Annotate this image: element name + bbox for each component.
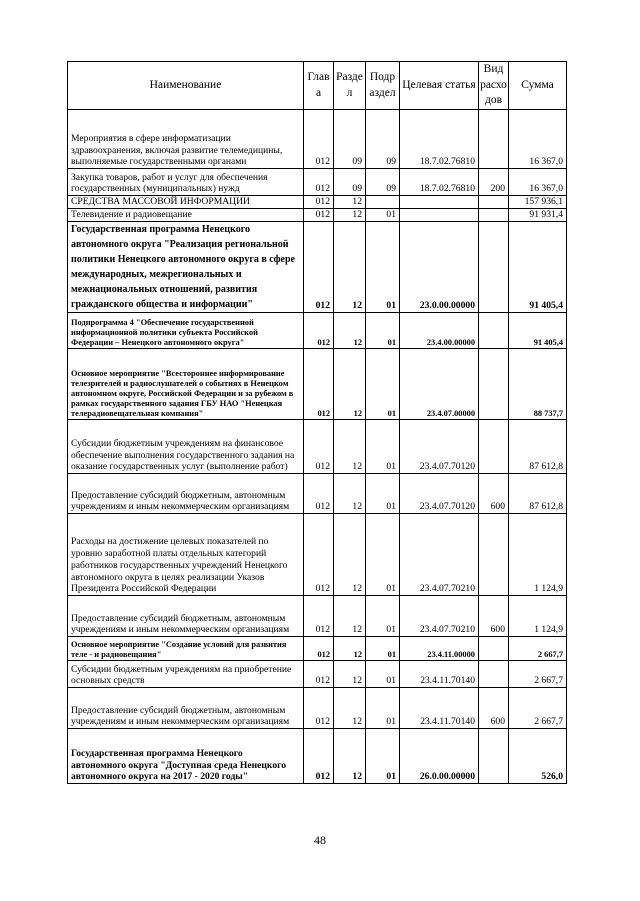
row-name: Субсидии бюджетным учреждениям на приобретение основных средств	[68, 661, 304, 688]
row-podrazdel: 01	[366, 222, 400, 313]
row-name: Предоставление субсидий бюджетным, автономным учреждениям и иным некоммерческим организациям	[68, 596, 304, 637]
row-glava: 012	[304, 474, 334, 514]
row-name: Предоставление субсидий бюджетным, автономным учреждениям и иным некоммерческим организациям	[68, 474, 304, 514]
row-podrazdel: 09	[366, 110, 400, 169]
table-row	[68, 661, 567, 688]
table-row	[68, 688, 567, 729]
table-row	[68, 596, 567, 637]
row-target: 23.4.11.00000	[400, 637, 479, 661]
row-podrazdel: 01	[366, 661, 400, 688]
row-razdel: 09	[334, 169, 366, 196]
row-name: Государственная программа Ненецкого автономного округа "Реализация региональной политики Ненецкого автономного округа в сфере международных, межрегиональных и межнациональных отношений, развития гражданского общества и информации"	[68, 222, 304, 313]
header-vid: Вид расхо дов	[479, 62, 509, 110]
row-name: Основное мероприятие "Всестороннее информирование телезрителей и радиослушателей о событиях в Ненецком автономном округе, Российской Федерации и за рубежом в рамках государственного задания ГБУ НАО "Ненецкая телерадиовещательная компания"	[68, 349, 304, 420]
table-row	[68, 729, 567, 784]
row-target: 23.4.07.70210	[400, 514, 479, 596]
row-vid	[479, 514, 509, 596]
header-sum: Сумма	[509, 62, 567, 110]
row-razdel: 12	[334, 661, 366, 688]
row-target: 23.4.11.70140	[400, 688, 479, 729]
row-vid	[479, 420, 509, 474]
row-vid	[479, 222, 509, 313]
table-row	[68, 474, 567, 514]
row-glava: 012	[304, 596, 334, 637]
header-glava: Глав а	[304, 62, 334, 110]
table-row	[68, 169, 567, 196]
row-name: Телевидение и радиовещание	[68, 209, 304, 222]
row-glava: 012	[304, 313, 334, 349]
row-target: 23.4.07.70210	[400, 596, 479, 637]
row-glava: 012	[304, 110, 334, 169]
row-podrazdel: 01	[366, 637, 400, 661]
table-row	[68, 514, 567, 596]
row-target: 23.4.00.00000	[400, 313, 479, 349]
table-row	[68, 637, 567, 661]
row-razdel: 09	[334, 110, 366, 169]
table-header-row	[68, 62, 567, 110]
header-podrazdel: Подр аздел	[366, 62, 400, 110]
header-name: Наименование	[68, 62, 304, 110]
row-sum: 1 124,9	[509, 596, 567, 637]
row-podrazdel: 01	[366, 209, 400, 222]
row-vid: 600	[479, 474, 509, 514]
row-name: Основное мероприятие "Создание условий для развития теле - и радиовещания"	[68, 637, 304, 661]
row-razdel: 12	[334, 209, 366, 222]
table-row	[68, 420, 567, 474]
row-podrazdel: 09	[366, 169, 400, 196]
row-name: Расходы на достижение целевых показателей по уровню заработной платы отдельных категорий работников государственных учреждений Ненецкого автономного округа в целях реализации Указов Президента Российской Федерации	[68, 514, 304, 596]
row-sum: 2 667,7	[509, 688, 567, 729]
row-podrazdel: 01	[366, 729, 400, 784]
row-podrazdel: 01	[366, 688, 400, 729]
row-glava: 012	[304, 514, 334, 596]
row-razdel: 12	[334, 349, 366, 420]
row-vid	[479, 661, 509, 688]
row-name: Подпрограмма 4 "Обеспечение государственной информационной политики субъекта Российской Федерации – Ненецкого автономного округа"	[68, 313, 304, 349]
table-row	[68, 209, 567, 222]
row-razdel: 12	[334, 474, 366, 514]
row-glava: 012	[304, 637, 334, 661]
header-target: Целевая статья	[400, 62, 479, 110]
table-row	[68, 313, 567, 349]
row-sum: 91 405,4	[509, 313, 567, 349]
row-target	[400, 196, 479, 209]
row-target: 23.0.00.00000	[400, 222, 479, 313]
row-glava: 012	[304, 688, 334, 729]
row-vid	[479, 209, 509, 222]
table-row	[68, 196, 567, 209]
row-podrazdel: 01	[366, 313, 400, 349]
row-glava: 012	[304, 209, 334, 222]
row-sum: 2 667,7	[509, 637, 567, 661]
row-razdel: 12	[334, 596, 366, 637]
row-vid: 200	[479, 169, 509, 196]
row-sum: 87 612,8	[509, 420, 567, 474]
row-sum: 91 931,4	[509, 209, 567, 222]
row-target: 18.7.02.76810	[400, 169, 479, 196]
row-vid	[479, 110, 509, 169]
row-target: 23.4.11.70140	[400, 661, 479, 688]
row-podrazdel	[366, 196, 400, 209]
row-vid: 600	[479, 596, 509, 637]
row-razdel: 12	[334, 688, 366, 729]
row-target: 23.4.07.70120	[400, 474, 479, 514]
row-sum: 1 124,9	[509, 514, 567, 596]
row-sum: 16 367,0	[509, 169, 567, 196]
row-vid	[479, 729, 509, 784]
row-glava: 012	[304, 661, 334, 688]
row-razdel: 12	[334, 637, 366, 661]
row-name: СРЕДСТВА МАССОВОЙ ИНФОРМАЦИИ	[68, 196, 304, 209]
row-sum: 2 667,7	[509, 661, 567, 688]
row-podrazdel: 01	[366, 514, 400, 596]
header-razdel: Разде л	[334, 62, 366, 110]
row-sum: 87 612,8	[509, 474, 567, 514]
row-vid	[479, 313, 509, 349]
row-glava: 012	[304, 729, 334, 784]
row-sum: 157 936,1	[509, 196, 567, 209]
table-row	[68, 349, 567, 420]
row-razdel: 12	[334, 196, 366, 209]
row-sum: 88 737,7	[509, 349, 567, 420]
row-razdel: 12	[334, 313, 366, 349]
budget-table	[67, 61, 567, 784]
table-row	[68, 222, 567, 313]
row-glava: 012	[304, 420, 334, 474]
row-vid	[479, 637, 509, 661]
row-name: Субсидии бюджетным учреждениям на финансовое обеспечение выполнения государственного задания на оказание государственных услуг (выполнение работ)	[68, 420, 304, 474]
row-podrazdel: 01	[366, 420, 400, 474]
row-glava: 012	[304, 196, 334, 209]
row-name: Предоставление субсидий бюджетным, автономным учреждениям и иным некоммерческим организациям	[68, 688, 304, 729]
row-podrazdel: 01	[366, 474, 400, 514]
row-razdel: 12	[334, 514, 366, 596]
row-podrazdel: 01	[366, 596, 400, 637]
row-glava: 012	[304, 349, 334, 420]
row-vid	[479, 349, 509, 420]
row-name: Государственная программа Ненецкого автономного округа "Доступная среда Ненецкого автономного округа на 2017 - 2020 годы"	[68, 729, 304, 784]
row-vid	[479, 196, 509, 209]
row-razdel: 12	[334, 729, 366, 784]
row-target: 23.4.07.00000	[400, 349, 479, 420]
row-sum: 526,0	[509, 729, 567, 784]
row-sum: 16 367,0	[509, 110, 567, 169]
row-podrazdel: 01	[366, 349, 400, 420]
row-target: 18.7.02.76810	[400, 110, 479, 169]
row-target: 26.0.00.00000	[400, 729, 479, 784]
row-glava: 012	[304, 169, 334, 196]
row-razdel: 12	[334, 222, 366, 313]
row-name: Закупка товаров, работ и услуг для обеспечения государственных (муниципальных) нужд	[68, 169, 304, 196]
row-target	[400, 209, 479, 222]
row-razdel: 12	[334, 420, 366, 474]
row-target: 23.4.07.70120	[400, 420, 479, 474]
row-name: Мероприятия в сфере информатизации здравоохранения, включая развитие телемедицины, выполняемые государственными органами	[68, 110, 304, 169]
row-glava: 012	[304, 222, 334, 313]
table-row	[68, 110, 567, 169]
row-sum: 91 405,4	[509, 222, 567, 313]
page-number: 48	[314, 833, 326, 847]
row-vid: 600	[479, 688, 509, 729]
